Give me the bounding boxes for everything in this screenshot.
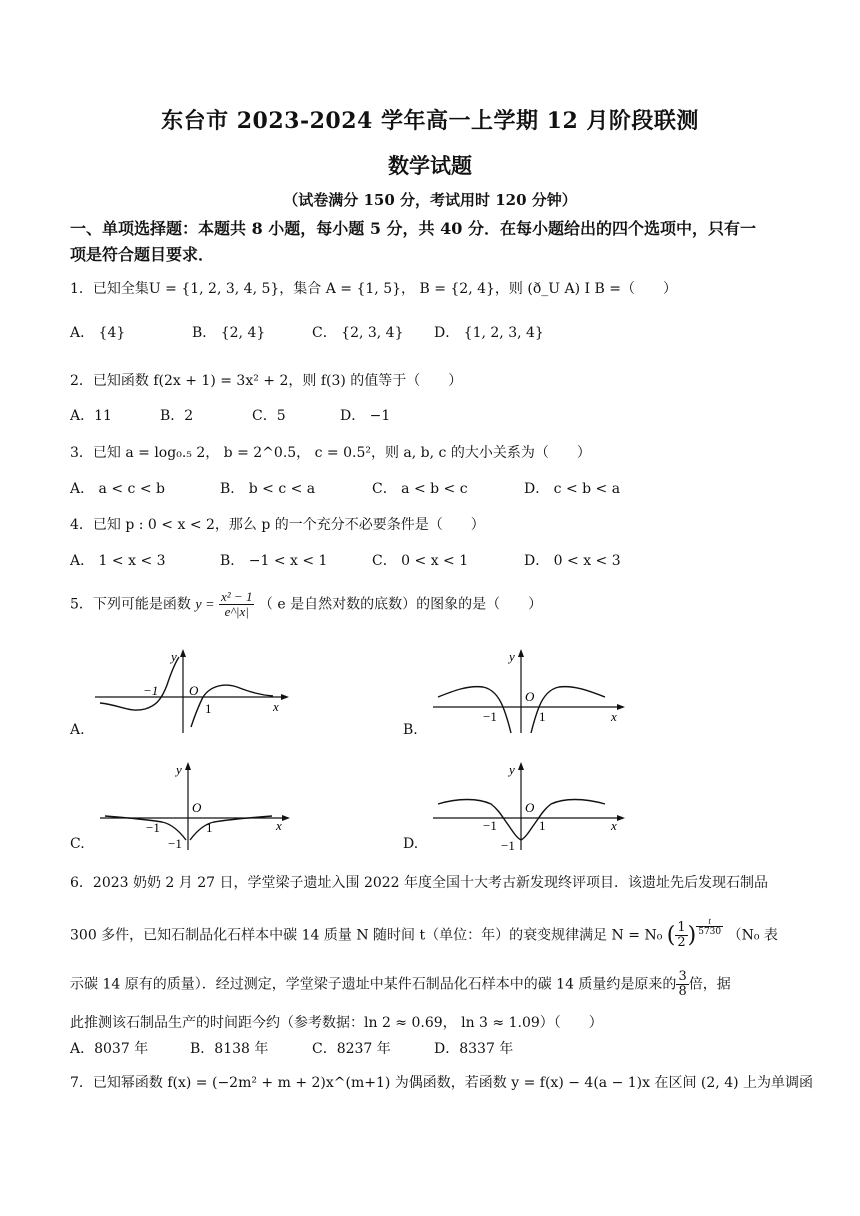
- curve-left: [100, 657, 179, 710]
- q4-option-c: C． 0 < x < 1: [372, 553, 469, 569]
- x-arrow: [617, 704, 625, 710]
- q6-half-fraction: [675, 921, 687, 950]
- q2-option-b: B．2: [160, 408, 194, 424]
- section-heading-line2: 项是符合题目要求．: [70, 245, 215, 264]
- q4-option-d: D． 0 < x < 3: [524, 553, 621, 569]
- q6-line2: [70, 916, 778, 950]
- q3-option-b: B． b < c < a: [220, 481, 316, 497]
- q6-line1: 6．2023 奶奶 2 月 27 日，学堂梁子遗址入围 2022 年度全国十大考古新发现终评项目．该遗址先后发现石制品: [70, 875, 769, 891]
- q6-half-num: 1: [677, 920, 686, 936]
- section-heading-line1: 一、单项选择题：本题共 8 小题，每小题 5 分，共 40 分．在每小题给出的四个选项中，只有一: [70, 219, 756, 238]
- q6-option-b: B．8138 年: [190, 1041, 269, 1057]
- x-axis-label: x: [611, 709, 617, 724]
- tick-1: 1: [205, 701, 212, 716]
- q4-option-b: B． −1 < x < 1: [220, 553, 328, 569]
- q4-option-a: A． 1 < x < 3: [70, 553, 166, 569]
- y-axis-label: y: [509, 762, 515, 777]
- q5-graph-a: [95, 645, 295, 735]
- tick-1: 1: [206, 820, 213, 835]
- y-axis-label: y: [171, 649, 177, 664]
- curve-right: [190, 816, 272, 840]
- q1-option-d: D． {1, 2, 3, 4}: [434, 325, 544, 341]
- q6-ratio-num: 3: [678, 969, 687, 984]
- q5-graph-c: [100, 758, 300, 853]
- q6-option-c: C．8237 年: [312, 1041, 391, 1057]
- q5-option-d-label: D.: [403, 836, 419, 852]
- q3-option-c: C． a < b < c: [372, 481, 468, 497]
- q5-option-a-label: A.: [70, 722, 85, 738]
- q3-option-a: A． a < c < b: [70, 481, 165, 497]
- q2-option-c: C．5: [252, 408, 286, 424]
- q6-exp-num: t: [696, 916, 723, 927]
- q5-func-den: e^|x|: [224, 604, 249, 619]
- q6-line2-after: （N₀ 表: [727, 927, 778, 944]
- y-axis-label: y: [509, 649, 515, 664]
- q6-line2-before: 300 多件，已知石制品化石样本中碳 14 质量 N 随时间 t（单位：年）的衰变规律满足 N = N₀: [70, 927, 663, 944]
- x-arrow: [617, 815, 625, 821]
- origin-label: O: [192, 800, 202, 815]
- tick-1: 1: [539, 818, 546, 833]
- q6-half-den: 2: [677, 935, 686, 951]
- paren-right: ): [687, 923, 697, 949]
- q6-option-d: D．8337 年: [434, 1041, 514, 1057]
- y-arrow: [180, 649, 186, 657]
- q1-option-b: B． {2, 4}: [192, 325, 266, 341]
- tick-neg1: −1: [483, 818, 497, 833]
- exam-subtitle: 数学试题: [388, 153, 472, 178]
- y-arrow: [185, 762, 191, 770]
- q2-stem: 2．已知函数 f(2x + 1) = 3x² + 2，则 f(3) 的值等于（ ）: [70, 373, 463, 389]
- q6-line3: [70, 970, 731, 999]
- q6-ratio-fraction: [676, 970, 688, 999]
- tick-neg1: −1: [143, 683, 159, 698]
- q5-option-b-label: B.: [403, 722, 418, 738]
- tick-neg1: −1: [483, 709, 497, 724]
- x-axis-label: x: [276, 818, 282, 833]
- q6-line3-before: 示碳 14 原有的质量）．经过测定，学堂梁子遗址中某件石制品化石样本中的碳 14 质量约是原来的: [70, 976, 677, 993]
- q7-stem: 7．已知幂函数 f(x) = (−2m² + m + 2)x^(m+1) 为偶函数，若函数 y = f(x) − 4(a − 1)x 在区间 (2, 4) 上为单调函: [70, 1075, 814, 1091]
- q5-stem-after: （ e 是自然对数的底数）的图象的是（ ）: [258, 596, 543, 613]
- y-arrow: [518, 649, 524, 657]
- exam-title: 东台市 2023-2024 学年高一上学期 12 月阶段联测: [161, 108, 699, 134]
- q5-graph-d: [433, 758, 633, 853]
- origin-label: O: [525, 689, 535, 704]
- q6-line4: 此推测该石制品生产的时间距今约（参考数据：ln 2 ≈ 0.69， ln 3 ≈ 1.09）（ ）: [70, 1015, 603, 1031]
- paren-left: (: [666, 923, 676, 949]
- curve-right: [191, 685, 273, 727]
- q1-option-c: C． {2, 3, 4}: [312, 325, 404, 341]
- q4-stem: 4．已知 p : 0 < x < 2，那么 p 的一个充分不必要条件是（ ）: [70, 517, 485, 533]
- q2-option-a: A．11: [70, 408, 112, 424]
- q6-line3-after: 倍，据: [688, 976, 731, 993]
- curve-left: [438, 800, 521, 841]
- q6-option-a: A．8037 年: [70, 1041, 149, 1057]
- y-arrow: [518, 762, 524, 770]
- x-arrow: [282, 815, 290, 821]
- q5-stem: [70, 590, 542, 619]
- q5-option-c-label: C.: [70, 836, 85, 852]
- q6-exp-fraction: [696, 916, 723, 937]
- tick-1: 1: [539, 709, 546, 724]
- tick-neg1-y: −1: [501, 838, 515, 853]
- q6-exp-den: 5730: [698, 927, 722, 937]
- x-axis-label: x: [611, 818, 617, 833]
- q6-ratio-den: 8: [678, 984, 687, 999]
- exam-note: （试卷满分 150 分，考试用时 120 分钟）: [283, 191, 577, 209]
- y-axis-label: y: [176, 762, 182, 777]
- origin-label: O: [525, 800, 535, 815]
- tick-neg1: −1: [146, 820, 160, 835]
- curve-left: [438, 687, 511, 733]
- q1-stem: 1．已知全集U = {1, 2, 3, 4, 5}，集合 A = {1, 5}， B = {2, 4}，则 (ð_U A) I B =（ ）: [70, 281, 677, 297]
- q3-stem: 3．已知 a = log₀.₅ 2， b = 2^0.5， c = 0.5²，则 a, b, c 的大小关系为（ ）: [70, 445, 591, 461]
- q5-stem-before: 5．下列可能是函数: [70, 596, 191, 613]
- q5-func-fraction: [219, 590, 254, 619]
- q5-func-lhs: y =: [195, 597, 215, 613]
- x-axis-label: x: [273, 699, 279, 714]
- q5-func-num: x² − 1: [221, 589, 253, 604]
- tick-neg1-y: −1: [168, 836, 182, 851]
- q3-option-d: D． c < b < a: [524, 481, 621, 497]
- origin-label: O: [189, 683, 199, 698]
- q1-option-a: A． {4}: [70, 325, 126, 341]
- x-arrow: [281, 694, 289, 700]
- q2-option-d: D． −1: [340, 408, 391, 424]
- q5-graph-b: [433, 645, 633, 735]
